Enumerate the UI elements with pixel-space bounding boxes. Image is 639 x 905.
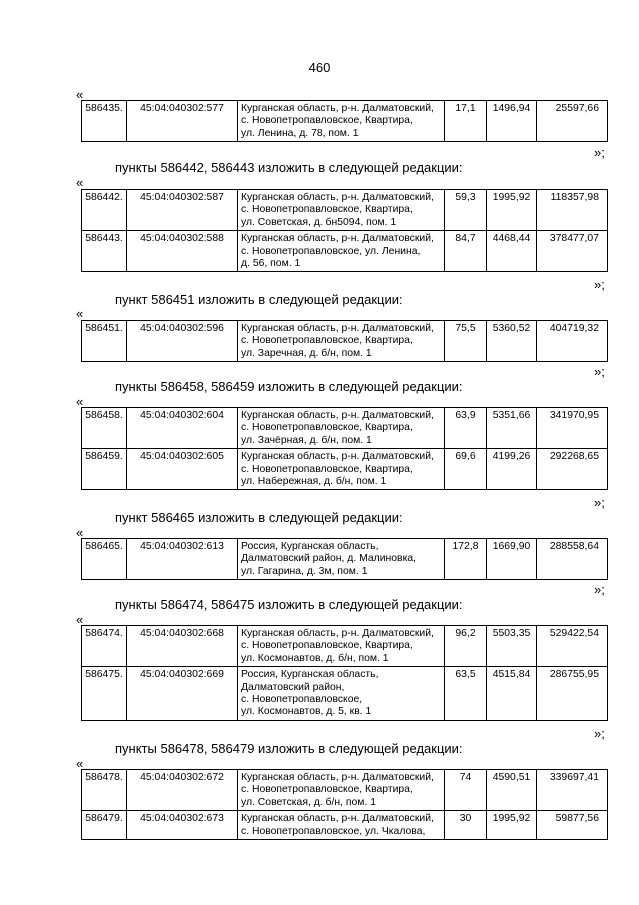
address (238, 626, 445, 667)
item-number: 586458. (82, 408, 127, 449)
area-value: 59,3 (445, 190, 487, 231)
address-line: Россия, Курганская область, (241, 669, 379, 681)
address-line: с. Новопетропавловское, Квартира, (241, 115, 413, 127)
item-number: 586459. (82, 449, 127, 490)
unit-price: 4590,51 (487, 770, 537, 811)
address (238, 231, 445, 272)
address-line: Курганская область, р-н. Далматовский, (241, 233, 434, 245)
address-line: с. Новопетропавловское, ул. Ленина, (241, 245, 421, 257)
registry-table (81, 769, 608, 840)
unit-price: 5360,52 (487, 321, 537, 362)
item-number: 586479. (82, 811, 127, 840)
area-value: 172,8 (445, 539, 487, 580)
address (238, 811, 445, 840)
address-line: Далматовский район, (241, 681, 345, 693)
address-line: с. Новопетропавловское, Квартира, (241, 335, 413, 347)
address-line: с. Новопетропавловское, Квартира, (241, 784, 413, 796)
address-line: ул. Космонавтов, д. 5, кв. 1 (241, 706, 372, 718)
open-quote: « (76, 612, 84, 627)
registry-table (81, 100, 608, 142)
area-value: 63,9 (445, 408, 487, 449)
unit-price: 1669,90 (487, 539, 537, 580)
close-quote: »; (594, 145, 605, 160)
item-number: 586475. (82, 667, 127, 721)
instruction-text: пункты 586458, 586459 изложить в следующей редакции: (115, 379, 463, 394)
address-line: ул. Ленина, д. 78, пом. 1 (241, 127, 359, 139)
item-number: 586465. (82, 539, 127, 580)
address-line: Курганская область, р-н. Далматовский, (241, 410, 434, 421)
table-row (82, 539, 608, 580)
close-quote: »; (594, 726, 605, 741)
unit-price: 1995,92 (487, 811, 537, 840)
address-line: ул. Набережная, д. б/н, пом. 1 (241, 476, 387, 488)
address-line: ул. Советская, д. бн5094, пом. 1 (241, 216, 397, 228)
cadastral-number: 45:04:040302:669 (127, 667, 238, 721)
address-line: Курганская область, р-н. Далматовский, (241, 772, 434, 783)
table-row (82, 667, 608, 721)
address (238, 770, 445, 811)
address-line: д. 56, пом. 1 (241, 258, 301, 270)
area-value: 96,2 (445, 626, 487, 667)
cadastral-cost: 404719,32 (537, 321, 608, 362)
address (238, 321, 445, 362)
address-line: ул. Зачёрная, д. б/н, пом. 1 (241, 434, 372, 446)
address-line: с. Новопетропавловское, (241, 694, 363, 706)
area-value: 63,5 (445, 667, 487, 721)
registry-table (81, 538, 608, 580)
cadastral-cost: 288558,64 (537, 539, 608, 580)
address (238, 667, 445, 721)
cadastral-number: 45:04:040302:605 (127, 449, 238, 490)
registry-table (81, 189, 608, 272)
table-row (82, 770, 608, 811)
item-number: 586443. (82, 231, 127, 272)
cadastral-number: 45:04:040302:577 (127, 101, 238, 142)
registry-table (81, 625, 608, 721)
page-number: 460 (308, 60, 331, 75)
address-line: ул. Советская, д. б/н, пом. 1 (241, 796, 377, 808)
table-row (82, 321, 608, 362)
area-value: 69,6 (445, 449, 487, 490)
table-row (82, 231, 608, 272)
area-value: 84,7 (445, 231, 487, 272)
open-quote: « (76, 306, 84, 321)
address-line: Курганская область, р-н. Далматовский, (241, 323, 434, 334)
address-line: с. Новопетропавловское, Квартира, (241, 204, 413, 216)
cadastral-cost: 341970,95 (537, 408, 608, 449)
cadastral-cost: 286755,95 (537, 667, 608, 721)
address (238, 539, 445, 580)
unit-price: 1995,92 (487, 190, 537, 231)
open-quote: « (76, 87, 84, 102)
cadastral-cost: 529422,54 (537, 626, 608, 667)
cadastral-cost: 25597,66 (537, 101, 608, 142)
address-line: Курганская область, р-н. Далматовский, (241, 192, 434, 203)
address-line: Курганская область, р-н. Далматовский, (241, 628, 434, 639)
unit-price: 1496,94 (487, 101, 537, 142)
address (238, 449, 445, 490)
unit-price: 5503,35 (487, 626, 537, 667)
address-line: с. Новопетропавловское, Квартира, (241, 463, 413, 475)
close-quote: »; (594, 364, 605, 379)
address-line: с. Новопетропавловское, Квартира, (241, 422, 413, 434)
item-number: 586451. (82, 321, 127, 362)
instruction-text: пункты 586442, 586443 изложить в следующей редакции: (115, 160, 463, 175)
cadastral-cost: 378477,07 (537, 231, 608, 272)
unit-price: 4468,44 (487, 231, 537, 272)
cadastral-number: 45:04:040302:596 (127, 321, 238, 362)
address-line: с. Новопетропавловское, ул. Чкалова, (241, 825, 426, 837)
instruction-text: пункт 586451 изложить в следующей редакции: (115, 292, 403, 307)
instruction-text: пункт 586465 изложить в следующей редакции: (115, 510, 403, 525)
registry-table (81, 407, 608, 490)
table-row (82, 101, 608, 142)
unit-price: 4199,26 (487, 449, 537, 490)
item-number: 586474. (82, 626, 127, 667)
address-line: ул. Космонавтов, д. б/н, пом. 1 (241, 652, 389, 664)
cadastral-number: 45:04:040302:672 (127, 770, 238, 811)
cadastral-number: 45:04:040302:668 (127, 626, 238, 667)
open-quote: « (76, 525, 84, 540)
cadastral-number: 45:04:040302:587 (127, 190, 238, 231)
address (238, 408, 445, 449)
registry-table (81, 320, 608, 362)
address-line: Россия, Курганская область, (241, 541, 379, 552)
open-quote: « (76, 175, 84, 190)
area-value: 30 (445, 811, 487, 840)
cadastral-cost: 292268,65 (537, 449, 608, 490)
address-line: с. Новопетропавловское, Квартира, (241, 640, 413, 652)
item-number: 586435. (82, 101, 127, 142)
open-quote: « (76, 394, 84, 409)
table-row (82, 408, 608, 449)
address-line: Курганская область, р-н. Далматовский, (241, 103, 434, 114)
instruction-text: пункты 586478, 586479 изложить в следующей редакции: (115, 741, 463, 756)
cadastral-number: 45:04:040302:604 (127, 408, 238, 449)
item-number: 586442. (82, 190, 127, 231)
instruction-text: пункты 586474, 586475 изложить в следующей редакции: (115, 597, 463, 612)
address-line: Далматовский район, д. Малиновка, (241, 553, 417, 565)
cadastral-cost: 339697,41 (537, 770, 608, 811)
close-quote: »; (594, 495, 605, 510)
unit-price: 5351,66 (487, 408, 537, 449)
item-number: 586478. (82, 770, 127, 811)
table-row (82, 449, 608, 490)
close-quote: »; (594, 582, 605, 597)
area-value: 75,5 (445, 321, 487, 362)
area-value: 74 (445, 770, 487, 811)
table-row (82, 190, 608, 231)
address-line: ул. Гагарина, д. 3м, пом. 1 (241, 565, 368, 577)
address (238, 190, 445, 231)
table-row (82, 811, 608, 840)
cadastral-cost: 59877,56 (537, 811, 608, 840)
address-line: Курганская область, р-н. Далматовский, (241, 451, 434, 463)
open-quote: « (76, 756, 84, 771)
address-line: ул. Заречная, д. б/н, пом. 1 (241, 347, 372, 359)
cadastral-number: 45:04:040302:613 (127, 539, 238, 580)
cadastral-cost: 118357,98 (537, 190, 608, 231)
cadastral-number: 45:04:040302:588 (127, 231, 238, 272)
cadastral-number: 45:04:040302:673 (127, 811, 238, 840)
address-line: Курганская область, р-н. Далматовский, (241, 813, 434, 825)
table-row (82, 626, 608, 667)
close-quote: »; (594, 277, 605, 292)
unit-price: 4515,84 (487, 667, 537, 721)
address (238, 101, 445, 142)
area-value: 17,1 (445, 101, 487, 142)
